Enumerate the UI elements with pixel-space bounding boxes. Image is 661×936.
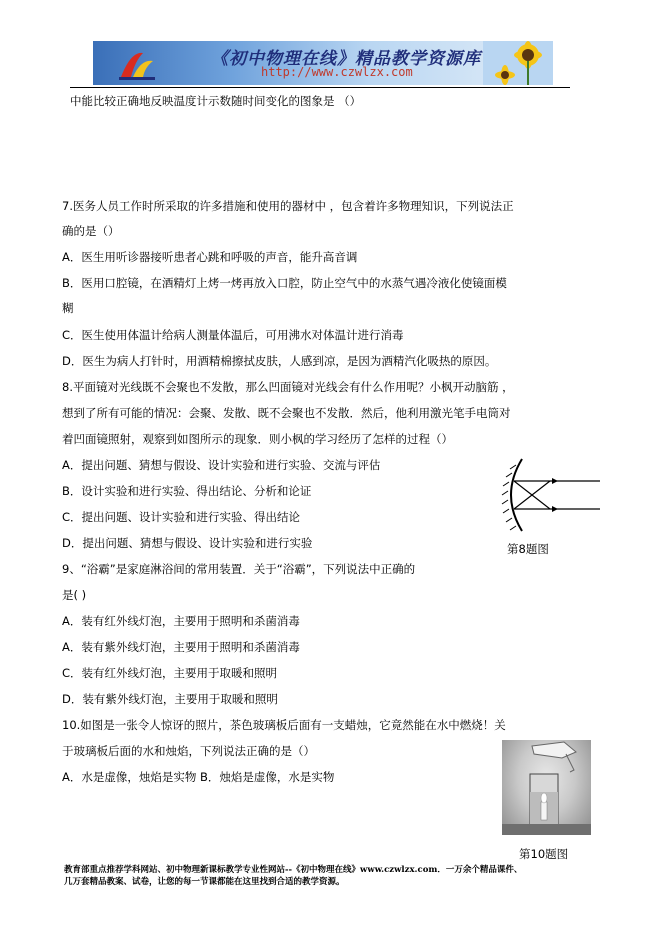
banner-url[interactable]: http://www.czwlzx.com [261,65,413,79]
q8-stem-line-3: 着凹面镜照射，观察到如图所示的现象．则小枫的学习经历了怎样的过程（） [62,432,453,446]
q7-option-a: A．医生用听诊器接听患者心跳和呼吸的声音，能升高音调 [62,250,358,264]
footer-line-2: 几万套精品教案、试卷，让您的每一节课都能在这里找到合适的教学资源。 [64,877,345,887]
page-footer [64,864,522,888]
q8-option-b: B．设计实验和进行实验、得出结论、分析和论证 [62,484,312,498]
sunflower-image [483,41,553,85]
q8-option-d: D．提出问题、猜想与假设、设计实验和进行实验 [62,536,313,550]
header-banner [93,41,553,85]
q9-option-a: A．装有红外线灯泡，主要用于照明和杀菌消毒 [62,614,300,628]
q9-stem-line-1: 9、“浴霸”是家庭淋浴间的常用装置．关于“浴霸”，下列说法中正确的 [62,562,416,576]
q10-options-ab: A．水是虚像，烛焰是实物 B．烛焰是虚像，水是实物 [62,770,335,784]
q8-option-a: A．提出问题、猜想与假设、设计实验和进行实验、交流与评估 [62,458,381,472]
q7-option-c: C．医生使用体温计给病人测量体温后，可用沸水对体温计进行消毒 [62,328,404,342]
figure-10-caption: 第10题图 [519,847,569,861]
q8-option-c: C．提出问题、设计实验和进行实验、得出结论 [62,510,301,524]
glass-and-candle-image [502,740,591,835]
q7-stem-line-1: 7.医务人员工作时所采取的许多措施和使用的器材中 ，包含着许多物理知识，下列说法正 [62,199,514,213]
candle-in-water-photo [502,740,591,835]
q9-option-b: A．装有紫外线灯泡，主要用于照明和杀菌消毒 [62,640,300,654]
q10-stem-line-2: 于玻璃板后面的水和烛焰，下列说法正确的是（） [62,744,315,758]
q6-tail-line: 中能比较正确地反映温度计示数随时间变化的图象是 （） [70,94,362,108]
q10-stem-line-1: 10.如图是一张令人惊讶的照片，茶色玻璃板后面有一支蜡烛，它竟然能在水中燃烧！关 [62,718,506,732]
q9-option-d: D．装有紫外线灯泡，主要用于取暖和照明 [62,692,278,706]
site-logo [117,47,157,81]
q7-stem-line-2: 确的是（） [62,224,120,238]
footer-line-1: 教育部重点推荐学科网站、初中物理新课标教学专业性网站--《初中物理在线》www.czwlzx.com．一万余个精品课件、 [64,865,523,875]
q9-stem-line-2: 是( ) [62,588,87,602]
q7-option-b-line-1: B．医用口腔镜，在酒精灯上烤一烤再放入口腔，防止空气中的水蒸气遇冷液化使镜面模 [62,276,507,290]
banner-title: 《初中物理在线》精品教学资源库 [211,49,481,69]
figure-8-caption: 第8题图 [507,542,549,556]
q7-option-d: D．医生为病人打针时，用酒精棉擦拭皮肤，人感到凉，是因为酒精汽化吸热的原因。 [62,354,497,368]
concave-mirror-figure [492,455,602,535]
q8-stem-line-1: 8.平面镜对光线既不会聚也不发散，那么凹面镜对光线会有什么作用呢？小枫开动脑筋 ， [62,380,514,394]
q7-option-b-line-2: 糊 [62,301,74,315]
q9-option-c: C．装有红外线灯泡，主要用于取暖和照明 [62,666,278,680]
header-rule [70,87,570,88]
q8-stem-line-2: 想到了所有可能的情况：会聚、发散、既不会聚也不发散．然后，他利用激光笔手电筒对 [62,406,511,420]
